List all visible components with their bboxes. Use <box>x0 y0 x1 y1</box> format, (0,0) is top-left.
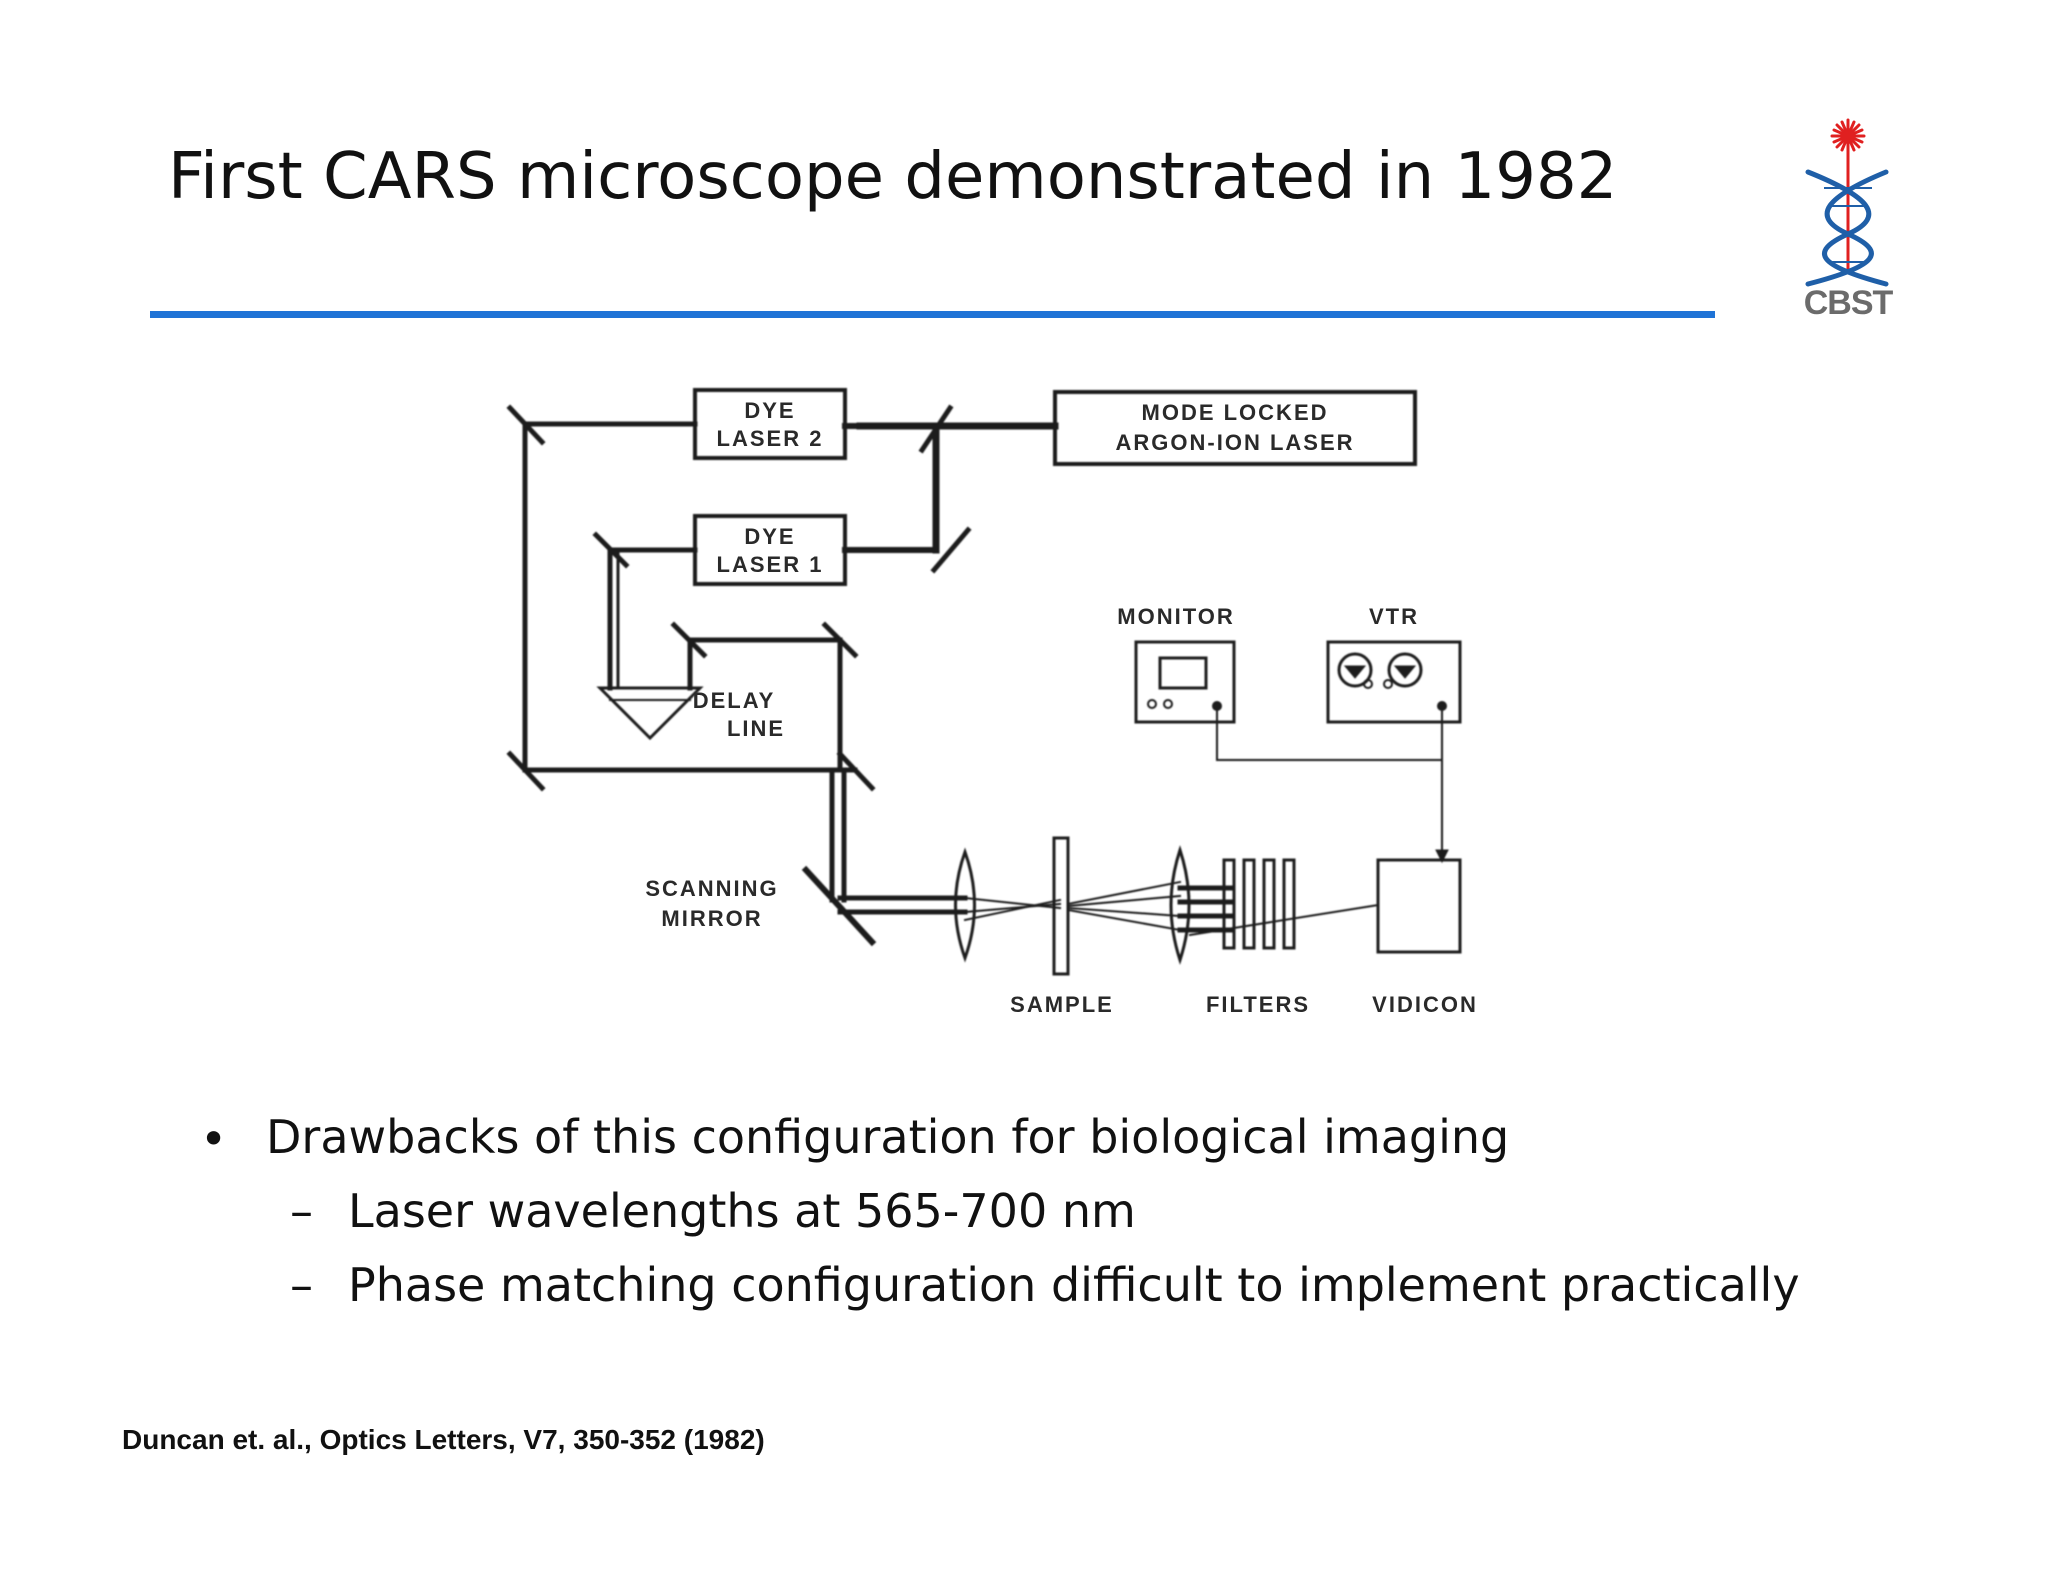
title-underline <box>150 311 1715 318</box>
argon-laser-label-1: MODE LOCKED <box>1141 400 1329 425</box>
citation: Duncan et. al., Optics Letters, V7, 350-352 (1982) <box>122 1424 765 1455</box>
delay-line-label-2: LINE <box>726 716 786 741</box>
delay-line-label-1: DELAY <box>692 688 776 713</box>
dye-laser-2-label-2: LASER 2 <box>716 426 824 451</box>
dye-laser-1-label-2: LASER 1 <box>716 552 824 577</box>
sub-bullet-marker: – <box>290 1258 313 1312</box>
sub-bullet-item: Laser wavelengths at 565-700 nm <box>348 1184 1136 1238</box>
cbst-logo <box>1798 116 1898 326</box>
dye-laser-1-label-1: DYE <box>744 524 796 549</box>
bullet-marker: • <box>200 1112 228 1166</box>
sub-bullet-marker: – <box>290 1184 313 1238</box>
vidicon-label: VIDICON <box>1372 992 1478 1017</box>
bullet-item: Drawbacks of this configuration for biological imaging <box>266 1110 1510 1164</box>
scanning-mirror-label-1: SCANNING <box>645 876 779 901</box>
argon-laser-label-2: ARGON-ION LASER <box>1115 430 1355 455</box>
vtr-label: VTR <box>1369 604 1419 629</box>
monitor-label: MONITOR <box>1117 604 1235 629</box>
dye-laser-2-label-1: DYE <box>744 398 796 423</box>
sub-bullet-item: Phase matching configuration difficult to implement practically <box>348 1258 1800 1312</box>
cars-microscope-schematic <box>460 360 1520 1060</box>
slide-title: First CARS microscope demonstrated in 1982 <box>168 140 1618 214</box>
filters-label: FILTERS <box>1205 992 1311 1017</box>
sample-label: SAMPLE <box>1010 992 1114 1017</box>
scanning-mirror-label-2: MIRROR <box>661 906 763 931</box>
logo-text: CBST <box>1803 284 1893 322</box>
